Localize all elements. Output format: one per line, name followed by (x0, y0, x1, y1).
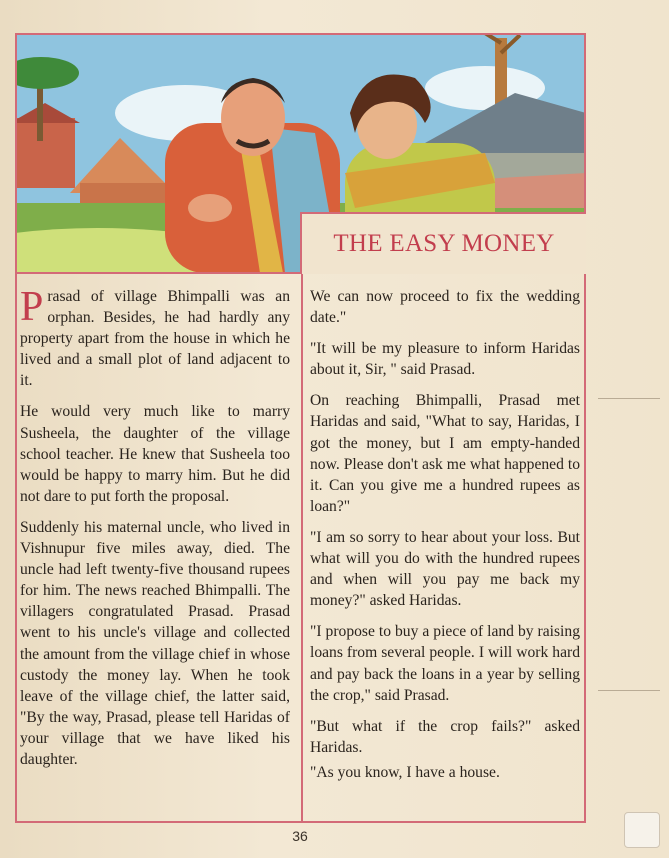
right-column (310, 286, 580, 793)
paragraph: Prasad of village Bhimpalli was an orphan. Besides, he had hardly any property apart from the house in which he lived and a small plot of land adjacent to it. (20, 284, 290, 390)
page-number: 36 (292, 828, 308, 844)
paragraph: "But what if the crop fails?" asked Haridas. (310, 717, 580, 756)
paragraph: "It will be my pleasure to inform Haridas about it, Sir, " said Prasad. (310, 340, 580, 379)
drop-cap: P (20, 284, 44, 330)
column-divider (301, 274, 303, 823)
paragraph: "As you know, I have a house. (310, 763, 500, 781)
margin-mark (598, 398, 660, 399)
margin-mark (598, 690, 660, 691)
paragraph: On reaching Bhimpalli, Prasad met Haridas and said, "What to say, Haridas, I got the money, but I am empty-handed now. Please don't ask me what happened to it. Can you give me a hundred rupees as loan?" (310, 392, 580, 515)
paragraph: "I propose to buy a piece of land by raising loans from several people. I will work hard and pay back the loans in a year by selling the crop," said Prasad. (310, 623, 580, 704)
paragraph: He would very much like to marry Susheela, the daughter of the village school teacher. He knew that Susheela too would be happy to marry him. But he did not dare to put forth the proposal. (20, 403, 290, 505)
library-stamp-icon (624, 812, 660, 848)
paragraph: "I am so sorry to hear about your loss. But what will you do with the hundred rupees and when will you pay me back my money?" asked Haridas. (310, 528, 580, 610)
left-column (20, 286, 290, 780)
title-box (300, 212, 586, 274)
story-title: THE EASY MONEY (333, 230, 555, 257)
paragraph: We can now proceed to fix the wedding date." (310, 288, 580, 327)
paragraph: Suddenly his maternal uncle, who lived in Vishnupur five miles away, died. The uncle had left twenty-five thousand rupees for him. The news reached Bhimpalli. The villagers congratulated Prasad. Prasad went to his uncle's village and collected the amount from the village chief in whose custody the money lay. When he took leave of the village chief, the latter said, "By the way, Prasad, please tell Haridas of your village that we have liked his daughter. (20, 518, 290, 768)
